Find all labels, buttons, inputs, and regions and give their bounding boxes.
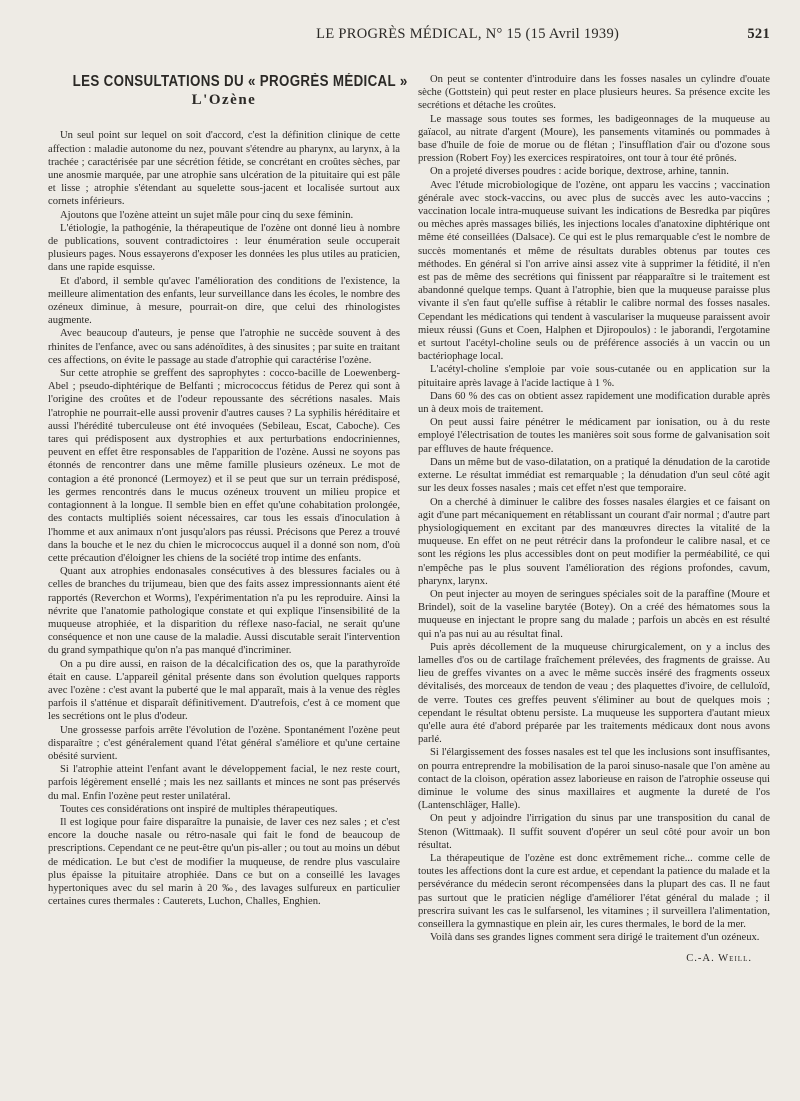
running-header (48, 26, 770, 43)
page-number: 521 (747, 26, 770, 42)
right-column (418, 73, 770, 966)
paragraph: On peut se contenter d'introduire dans les fosses nasales un cylindre d'ouate sèche (Gottstein) qui peut rester en place plusieurs heures. Sa présence excite les secrétions et détache les croûtes. (418, 74, 770, 112)
paragraph: Toutes ces considérations ont inspiré de multiples thérapeutiques. (60, 803, 338, 815)
section-title: LES CONSULTATIONS DU « PROGRÈS MÉDICAL » (72, 73, 408, 90)
paragraph: Un seul point sur lequel on soit d'accord, c'est la définition clinique de cette affection : maladie autonome du nez, pouvant s'étendre au pharynx, au larynx, à la trachée ; caractérisée par une sécrétion fétide, se concrétant en croûtes sèches, par une anosmie marquée, par une atrophie sans ulcération de la pituitaire qui est pâle et lisse ; atrophie s'étendant au squelette sous-jacent et localisée surtout aux cornets inférieurs. (48, 130, 400, 208)
paragraph: Une grossesse parfois arrête l'évolution de l'ozène. Spontanément l'ozène peut disparaître ; c'est généralement quand l'état général s'améliore et qu'une certaine obésité survient. (48, 724, 400, 762)
paragraph: On peut injecter au moyen de seringues spéciales soit de la paraffine (Moure et Brindel), soit de la vaseline barytée (Botey). On a créé des hématomes sous la muqueuse en injectant le propre sang du malade ; parfois un abcès en est résulté qui n'a pas nui au au résultat final. (418, 588, 770, 640)
paragraph: Avec beaucoup d'auteurs, je pense que l'atrophie ne succède souvent à des rhinites de l'enfance, avec ou sans adénoïdites, à des sinusites ; par suite en traitant ces affections, on évite le passage au stade d'atrophie qui caractérise l'ozène. (48, 328, 400, 366)
paragraph: Si l'atrophie atteint l'enfant avant le développement facial, le nez reste court, parfois légèrement ensellé ; mais les nez saillants et minces ne sont pas préservés du mal. Enfin l'ozène peut rester unilatéral. (48, 764, 400, 802)
paragraph: Voilà dans ses grandes lignes comment sera dirigé le traitement d'un ozéneux. (430, 932, 760, 944)
paragraph: Quant aux atrophies endonasales consécutives à des blessures faciales ou à celles de branches du trijumeau, bien que des faits assez impressionnants aient été rapportés (Reverchon et Worms), l'expérimentation n'a pu les reproduire. Ainsi la névrite que l'anatomie pathologique constate et qui explique l'insensibilité de la muqueuse atrophiée, et la disparition du réflexe naso-facial, ne serait qu'une conséquence et non une cause de la maladie. Aussi discutable serait l'intervention du grand sympathique qu'on n'a pas manqué d'incriminer. (48, 566, 400, 657)
author-signature: C.-A. Weill. (686, 953, 752, 965)
paragraph: L'acétyl-choline s'emploie par voie sous-cutanée ou en application sur la pituitaire après lavage à l'acide lactique à 1 %. (418, 364, 770, 389)
paragraph: On peut y adjoindre l'irrigation du sinus par une transposition du canal de Stenon (Wittmaak). Il suffit souvent d'opérer un seul côté pour avoir un bon résultat. (418, 813, 770, 851)
paragraph: On a projeté diverses poudres : acide borique, dextrose, arhine, tannin. (430, 166, 729, 178)
paragraph: Sur cette atrophie se greffent des saprophytes : cocco-bacille de Loewenberg-Abel ; pseudo-diphtérique de Belfanti ; micrococcus fétidus de Perez qui sont à l'origine des croûtes et de l'odeur repoussante des sécrétions nasales. Mais l'atrophie ne pourrait-elle aussi provenir d'autres causes ? La syphilis héréditaire et aussi l'hérédité tuberculeuse ont été invoquées (Sebileau, Escat, Caboche). Ces tares qui prédisposent aux dystrophies et aux perturbations endocriniennes, peuvent en effet être responsables de l'apparition de l'ozène. Aussi ne soyons pas étonnés de rencontrer dans une même famille plusieurs ozéneux. Le mot de contagion a été prononcé (Lermoyez) et il se peut que sur un terrain prédisposé, les germes rencontrés dans le mucus ozéneux trouvent un milieu propice et contagionnent à la longue. Il semble bien en effet qu'une cohabitation prolongée, des contacts multipliés soient nécessaires, car tous les essais d'inoculation à l'homme et aux animaux n'ont jusqu'alors pas réussi. Précisons que Perez a trouvé dans la bouche et le nez du chien le micrococcus auquel il a donné son nom, d'où cette précaution d'éloigner les chiens de la société trop intime des enfants. (48, 368, 400, 564)
paragraph: L'étiologie, la pathogénie, la thérapeutique de l'ozène ont donné lieu à nombre de publications, souvent contradictoires : leur énumération seule occuperait plusieurs pages. Nous essayerons d'exposer les données les plus utiles au praticien, dans une rapide esquisse. (48, 222, 400, 274)
paragraph: On a cherché à diminuer le calibre des fosses nasales élargies et ce faisant on agit d'une part mécaniquement en rétablissant un courant d'air normal ; d'autre part physiologiquement en excitant par des manœuvres directes la vitalité de la muqueuse. En effet on ne peut rétrécir dans la profondeur le calibre nasal, et ce sont les régions les plus accessibles dont on peut modifier la perméabilité, ce qui n'empêche pas le plus souvent l'amélioration des régions profondes, cavum, pharynx, larynx. (418, 496, 770, 587)
paragraph: On a pu dire aussi, en raison de la décalcification des os, que la parathyroïde était en cause. L'appareil génital présente dans son évolution quelques rapports avec l'ozène : c'est avant la puberté que le mal apparaît, mais à la venue des règles parfois il s'atténue et disparaît définitivement. D'autrefois, c'est à ce moment que les secrétions ont le plus d'odeur. (48, 658, 400, 723)
paragraph: Avec l'étude microbiologique de l'ozène, ont apparu les vaccins ; vaccination générale avec stock-vaccins, ou avec plus de succès avec les auto-vaccins ; vaccination locale intra-muqueuse suivant les indications de Besredka par piqûres ou mèches après massages biliés, les injections locales d'anatoxine diphtérique ont même été conseillées (Dalsace). Ce qui est le plus remarquable c'est le nombre de succès momentanés et même de résultats durables obtenus par toutes ces méthodes. En général si l'on arrive ainsi assez vite à supprimer la fétidité, il n'en est pas de même des secrétions qui finissent par réapparaître si le traitement est abandonné quelque temps. Quant à l'atrophie, bien que la muqueuse paraisse plus vivante il s'en faut qu'elle suffise à rétablir le calibre normal des fosses nasales. Cependant les médications qui tendent à vasculariser la muqueuse paraissent avoir mieux réussi (Guns et Coen, Halphen et Djiropoulos) : le jaborandi, l'ergotamine et surtout l'acétyl-choline seuls ou de préférence associés à un vaccin ou un bactériophage local. (418, 179, 770, 363)
journal-header: LE PROGRÈS MÉDICAL, N° 15 (15 Avril 1939) (316, 26, 620, 42)
paragraph: Le massage sous toutes ses formes, les badigeonnages de la muqueuse au gaïacol, au nitrate d'argent (Moure), les pansements vitaminés ou pommades à base d'huile de foie de morue ou de flétan ; l'insufflation d'air ou d'ozone sous pression (Robert Foy) les exercices respiratoires, ont tour à tour été prônés. (418, 113, 770, 165)
paragraph: Si l'élargissement des fosses nasales est tel que les inclusions sont insuffisantes, on pourra entreprendre la mobilisation de la paroi sinuso-nasale que l'on amène au contact de la cloison, opération assez laborieuse en raison de l'atrophie osseuse qui diminue le volume des sinus maxillaires et augmente la dureté de l'os (Lantenschläger, Halle). (418, 747, 770, 812)
article-title: L'Ozène (191, 92, 257, 109)
paragraph: On peut aussi faire pénétrer le médicament par ionisation, ou à du reste employé l'électrisation de toutes les manières soit sous forme de galvanisation soit par effluves de haute fréquence. (418, 417, 770, 455)
paragraph: Ajoutons que l'ozène atteint un sujet mâle pour cinq du sexe féminin. (60, 209, 354, 221)
left-column (48, 73, 408, 966)
paragraph: Dans 60 % des cas on obtient assez rapidement une modification durable après un à deux mois de traitement. (418, 390, 770, 416)
article-columns (48, 73, 770, 966)
paragraph: Puis après décollement de la muqueuse chirurgicalement, on y a inclus des lamelles d'os ou de cartilage fraîchement prélevées, des fragments de graisse. Au lieu de greffes vivantes on a avec le même succès inséré des fragments osseux dévitalisés, des morceaux de tendon de veau ; des plaquettes d'ivoire, de celluloïd, de verre. Toutes ces greffes peuvent s'éliminer au bout de quelques mois ; cependant le résultat obtenu persiste. La muqueuse les supportera d'autant mieux qu'elle aura été d'abord préparée par les traitements médicaux dont nous avons parlé. (418, 641, 770, 746)
paragraph: La thérapeutique de l'ozène est donc extrêmement riche... comme celle de toutes les affections dont la cure est ardue, et cependant la patience du malade et la persévérance du médecin seront récompensées dans la plupart des cas. Il ne faut pas surtout que le praticien néglige d'améliorer l'état général du malade ; il prescrira suivant les cas le sulfarsenol, les vitamines ; il surveillera l'alimentation, conseillera la gymnastique en plein air, les cures thermales, le bord de la mer. (418, 852, 770, 930)
paragraph: Et d'abord, il semble qu'avec l'amélioration des conditions de l'existence, la meilleure alimentation des enfants, leur surveillance dans les écoles, le nombre des ozéneux diminue, à mesure, pourrait-on dire, que celui des rhinologistes augmente. (48, 275, 400, 327)
paragraph: Il est logique pour faire disparaître la punaisie, de laver ces nez sales ; et c'est encore la douche nasale ou rétro-nasale qui fait le fond de beaucoup de prescriptions. Cependant ce ne peut-être qu'un pis-aller ; ou tout au moins un début de médication. Le but c'est de modifier la muqueuse, de rendre plus vasculaire plus épaisse la pituitaire atrophiée. Dans ce but on a conseillé les lavages hypertoniques avec du sel marin à 20 ‰, des lavages sulfureux en particulier certaines cures thermales : Cauterets, Luchon, Challes, Enghien. (48, 816, 400, 908)
paragraph: Dans un même but de vaso-dilatation, on a pratiqué la dénudation de la carotide externe. Le résultat immédiat est remarquable ; la dénudation d'un seul côté agit sur les deux fosses nasales ; mais cet effet n'est que temporaire. (418, 456, 770, 495)
